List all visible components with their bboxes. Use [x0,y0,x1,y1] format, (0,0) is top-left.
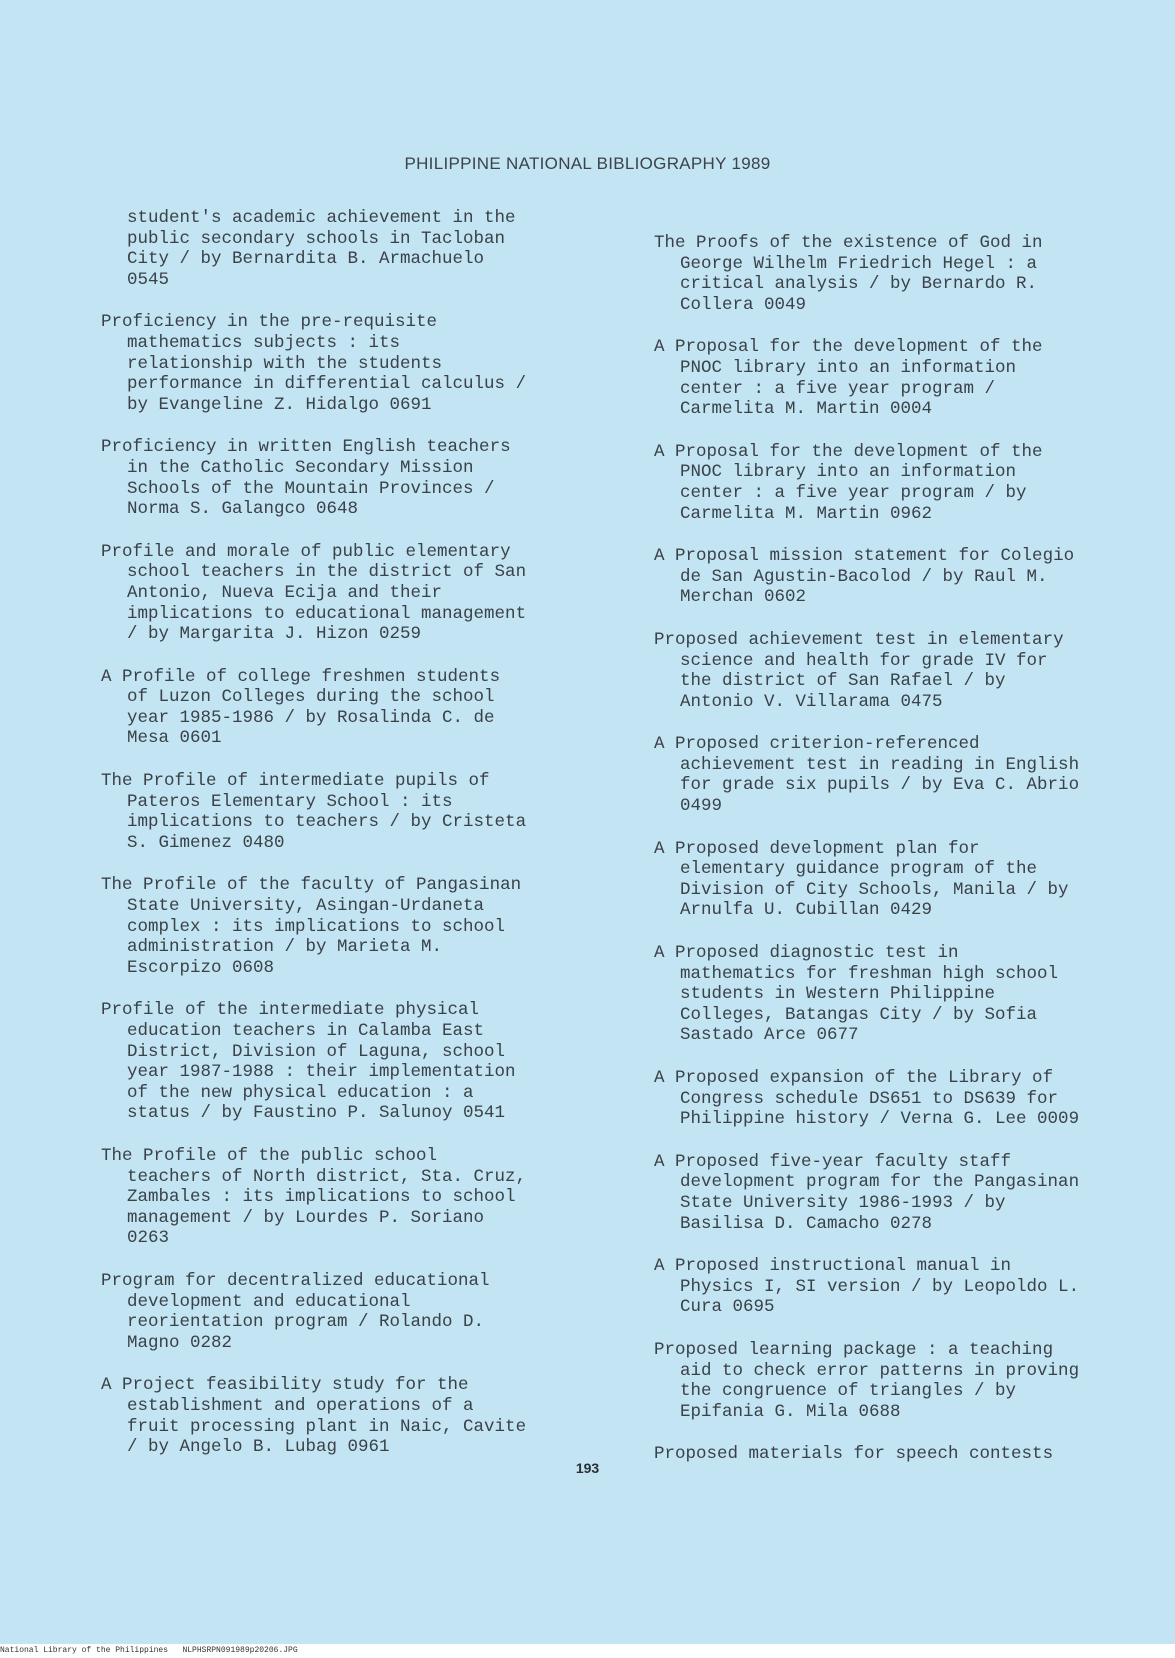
right-column [654,233,1174,1487]
bibliography-entry: The Profile of intermediate pupils of Pateros Elementary School : its implications to teachers / by Cristeta S. Gimenez 0480 [101,771,527,853]
bibliography-entry: A Proposed development plan for elementary guidance program of the Division of City Schools, Manila / by Arnulfa U. Cubillan 0429 [654,838,1069,921]
bibliography-entry: A Profile of college freshmen students of Luzon Colleges during the school year 1985-1986 / by Rosalinda C. de Mesa 0601 [101,666,501,749]
bibliography-entry: Proficiency in the pre-requisite mathematics subjects : its relationship with the students performance in differential calculus / by Evangeline Z. Hidalgo 0691 [101,312,527,415]
bibliography-entry: A Proposed criterion-referenced achievement test in reading in English for grade six pupils / by Eva C. Abrio 0499 [654,734,1080,817]
bibliography-entry: Profile and morale of public elementary school teachers in the district of San Antonio, Nueva Ecija and their implications to educational management / by Margarita J. Hizon 0259 [101,541,527,645]
bibliography-entry: The Profile of the public school teachers of North district, Sta. Cruz, Zambales : its implications to school management / by Lourdes P. Soriano 0263 [101,1145,527,1249]
bibliography-entry: A Project feasibility study for the establishment and operations of a fruit processing plant in Naic, Cavite / by Angelo B. Lubag 0961 [101,1375,527,1458]
bibliography-entry: A Proposed five-year faculty staff development program for the Pangasinan State University 1986-1993 / by Basilisa D. Camacho 0278 [654,1151,1080,1234]
bibliography-entry: Program for decentralized educational development and educational reorientation program / Rolando D. Magno 0282 [101,1270,490,1353]
bibliography-entry: student's academic achievement in the public secondary schools in Tacloban City / by Bernardita B. Armachuelo 0545 [127,208,516,290]
bibliography-entry: Proficiency in written English teachers in the Catholic Secondary Mission Schools of the Mountain Provinces / Norma S. Galangco 0648 [101,437,511,520]
bibliography-entry: The Profile of the faculty of Pangasinan State University, Asingan-Urdaneta complex : its implications to school administration / by Marieta M. Escorpizo 0608 [101,875,522,978]
bibliography-entry: A Proposal for the development of the PNOC library into an information center : a five year program / Carmelita M. Martin 0004 [654,337,1043,420]
scan-footer [0,1644,1175,1658]
bibliography-entry: Proposed materials for speech contests [654,1444,1054,1465]
bibliography-entry: The Proofs of the existence of God in George Wilhelm Friedrich Hegel : a critical analysis / by Bernardo R. Collera 0049 [654,233,1043,315]
bibliography-entry: A Proposed expansion of the Library of Congress schedule DS651 to DS639 for Philippine history / Verna G. Lee 0009 [654,1068,1080,1130]
page-number: 193 [575,1460,600,1476]
bibliography-entry: Proposed achievement test in elementary science and health for grade IV for the district of San Rafael / by Antonio V. Villarama 0475 [654,629,1064,712]
bibliography-entry: A Proposal mission statement for Colegio de San Agustin-Bacolod / by Raul M. Merchan 0602 [654,546,1075,608]
footer-filename: NLPHSRPN091989p20206.JPG [182,1646,298,1655]
bibliography-entry: A Proposed instructional manual in Physics I, SI version / by Leopoldo L. Cura 0695 [654,1256,1080,1318]
left-column [101,208,621,1480]
bibliography-entry: Proposed learning package : a teaching aid to check error patterns in proving the congruence of triangles / by Epifania G. Mila 0688 [654,1339,1080,1422]
bibliography-entry: A Proposed diagnostic test in mathematics for freshman high school students in Western Philippine Colleges, Batangas City / by Sofia Sastado Arce 0677 [654,943,1059,1046]
bibliography-entry: Profile of the intermediate physical education teachers in Calamba East District, Division of Laguna, school year 1987-1988 : their implementation of the new physical education : a status / by Faustino P. Salunoy 0541 [101,1000,516,1124]
page-header-title: PHILIPPINE NATIONAL BIBLIOGRAPHY 1989 [404,154,771,173]
bibliography-entry: A Proposal for the development of the PNOC library into an information center : a five year program / by Carmelita M. Martin 0962 [654,441,1043,524]
footer-source: National Library of the Philippines [0,1646,169,1655]
